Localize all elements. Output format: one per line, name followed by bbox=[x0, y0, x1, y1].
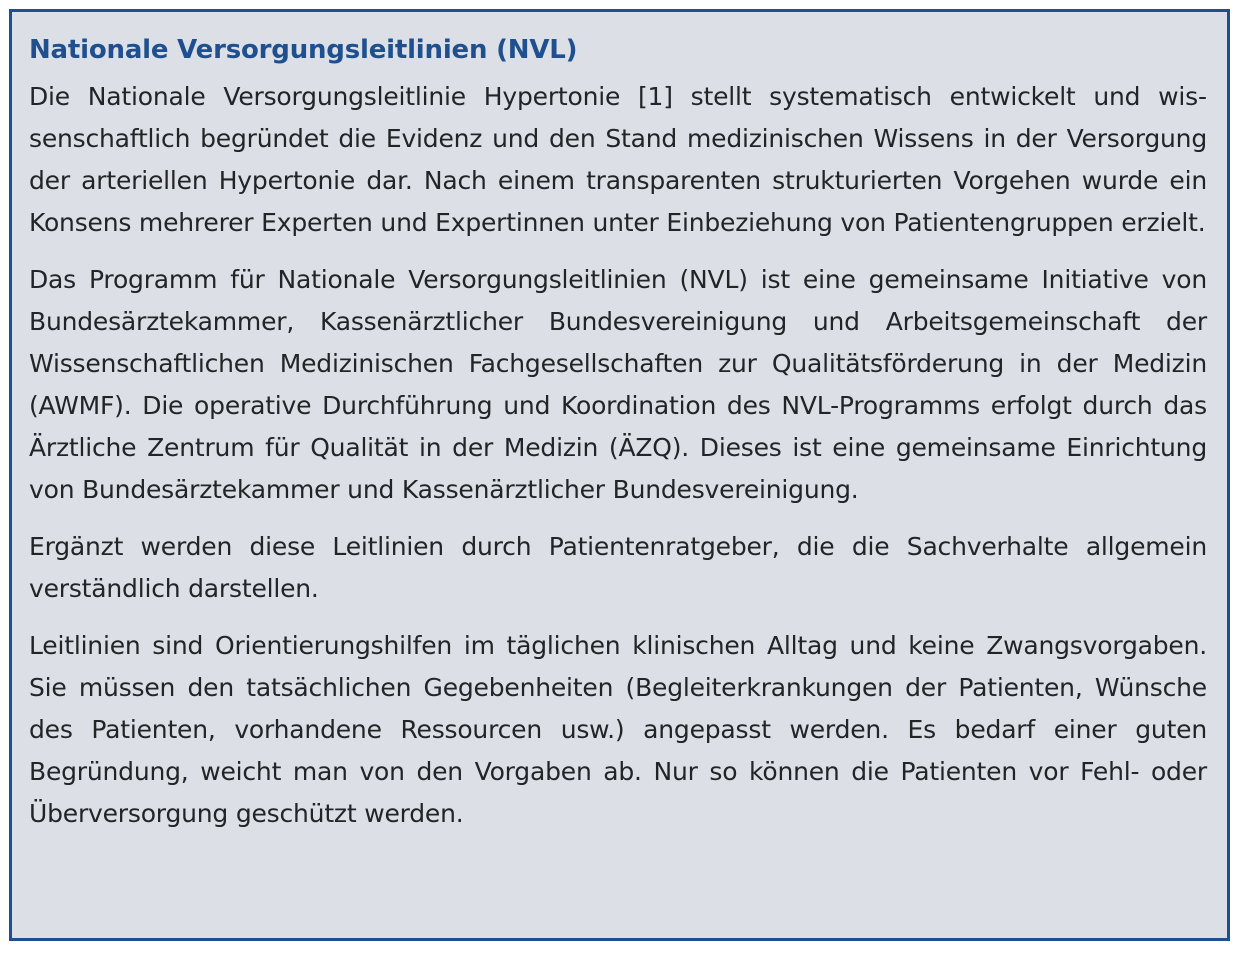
paragraph-orientierungshilfen: Leitlinien sind Orientierungshilfen im täglichen klinischen Alltag und keine Zwangsvorgaben. Sie müssen den tatsächlichen Gegebenheiten (Begleiterkrankungen der Patienten, Wünsche des Patienten, vorhandene Ressourcen usw.) angepasst werden. Es bedarf einer guten Begründung, weicht man von den Vorgaben ab. Nur so können die Patienten vor Fehl- oder Überversorgung geschützt werden. bbox=[29, 631, 1207, 828]
paragraph-patientenratgeber: Ergänzt werden diese Leitlinien durch Patientenratgeber, die die Sachverhalte allgemein verständlich darstellen. bbox=[29, 532, 1207, 603]
paragraph-nvl-programm: Das Programm für Nationale Versorgungsleitlinien (NVL) ist eine gemeinsame Initiative von Bundesärztekammer, Kassenärztlicher Bundesvereinigung und Arbeitsgemeinschaft der Wissenschaftlichen Medizinischen Fachgesellschaften zur Qualitätsförderung in der Medizin (AWMF). Die operative Durchführung und Koordination des NVL-Programms erfolgt durch das Ärztliche Zentrum für Qualität in der Medizin (ÄZQ). Dieses ist eine gemeinsame Einrichtung von Bundesärztekammer und Kassenärztlicher Bundesvereinigung. bbox=[29, 265, 1207, 504]
box-title: Nationale Versorgungsleitlinien (NVL) bbox=[29, 35, 578, 65]
paragraph-nvl-hypertonie: Die Nationale Versorgungsleitlinie Hypertonie [1] stellt systematisch entwickelt und wissenschaftlich begründet die Evidenz und den Stand medizinischen Wissens in der Versorgung der arteriellen Hypertonie dar. Nach einem transparenten strukturierten Vorgehen wurde ein Konsens mehrerer Experten und Expertinnen unter Einbeziehung von Patientengruppen erzielt. bbox=[29, 82, 1207, 237]
info-box bbox=[9, 9, 1230, 941]
